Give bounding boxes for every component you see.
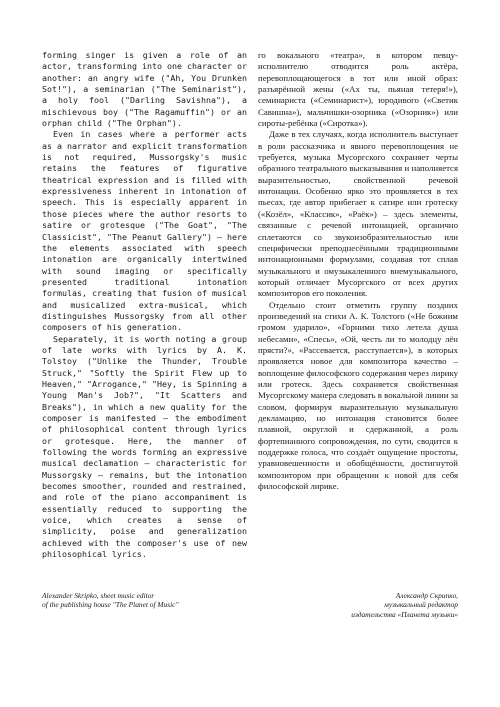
russian-column	[258, 50, 458, 492]
english-signature-line-2: of the publishing house "The Planet of Music"	[42, 600, 179, 610]
russian-signature-line-3: издательства «Планета музыки»	[351, 609, 458, 619]
russian-paragraph-3: Отдельно стоит отметить группу поздних произведений на стихи А. К. Толстого («Не божиим громом ударило», «Горними тихо летела душа небесами», «Спесь», «Ой, честь ли то молодцу лён прясти?», «Рассевается, расступается»), в которых проявляется новое для композитора качество – воплощение философского содержания через лирику или гротеск. Здесь сохраняется свойственная Мусоргскому манера следовать в вокальной линии за словом, формируя выразительную музыкальную декламацию, но интонация становится более плавной, округлой и сдержанной, а роль фортепианного сопровождения, по сути, сводится к поддержке голоса, что создаёт ощущение простоты, уравновешенности и обобщённости, достигнутой композитором при обращении к новой для себя философской лирике.	[258, 299, 458, 492]
english-signature	[42, 591, 257, 610]
russian-signature	[258, 591, 458, 619]
russian-paragraph-1: го вокального «театра», в котором певцу-исполнителю отводится роль актёра, перевоплощающегося в тот или иной образ: разъярённой жены («Ах ты, пьяная тетеря!»), семинариста («Семинарист»), юродивого («Светик Савишна»), мальчишки-озорника («Озорник») или сироты-ребёнка («Сиротка»).	[258, 50, 458, 129]
russian-signature-line-1: Александр Скрипко,	[395, 591, 458, 600]
english-column	[42, 50, 247, 560]
english-paragraph-2: Even in cases where a performer acts as a narrator and explicit transformation is not required, Mussorgsky's music retains the features of figurative theatrical expression and is filled with expressiveness inherent in intonation of speech. This is especially apparent in those pieces where the author resorts to satire or grotesque ("The Goat", "The Classicist", "The Peanut Gallery") – here the elements associated with speech intonation are organically intertwined with sound imaging or specifically presented traditional intonation formulas, creating that fusion of musical and musicalized extra-musical, which distinguishes Mussorgsky from all other composers of his generation.	[42, 129, 247, 333]
russian-paragraph-2: Даже в тех случаях, когда исполнитель выступает в роли рассказчика и явного перевоплощения не требуется, музыка Мусоргского сохраняет черты образного театрального высказывания и наполняется выразительностью, свойственной речевой интонации. Особенно ярко это проявляется в тех пьесах, где автор прибегает к сатире или гротеску («Козёл», «Классик», «Раёк») – здесь элементы, связанные с речевой интонацией, органично сплетаются со звукоизобразительностью или специфически преподнесёнными традиционными интонационными формулами, создавая тот сплав музыкального и омузыкаленного внемузыкального, который отличает Мусоргского от всех других композиторов его поколения.	[258, 129, 458, 299]
english-paragraph-3: Separately, it is worth noting a group of late works with lyrics by A. K. Tolstoy ("Unlike the Thunder, Trouble Struck," "Softly the Spirit Flew up to Heaven," "Arrogance," "Hey, is Spinning a Young Man's Job?", "It Scatters and Breaks"), in which a new quality for the composer is manifested – the embodiment of philosophical content through lyrics or grotesque. Here, the manner of following the words forming an expressive musical declamation – characteristic for Mussorgsky – remains, but the intonation becomes smoother, rounded and restrained, and role of the piano accompaniment is essentially reduced to supporting the voice, which creates a sense of simplicity, poise and generalization achieved with the composer's use of new philosophical lyrics.	[42, 333, 247, 560]
english-paragraph-1: forming singer is given a role of an actor, transforming into one character or another: an angry wife ("Ah, You Drunken Sot!"), a seminarian ("The Seminarist"), a holy fool ("Darling Savishna"), a mischievous boy ("The Ragamuffin") or an orphan child ("The Orphan").	[42, 50, 247, 129]
russian-signature-line-2: музыкальный редактор	[384, 600, 458, 610]
english-signature-line-1: Alexander Skripko, sheet music editor	[42, 591, 155, 600]
